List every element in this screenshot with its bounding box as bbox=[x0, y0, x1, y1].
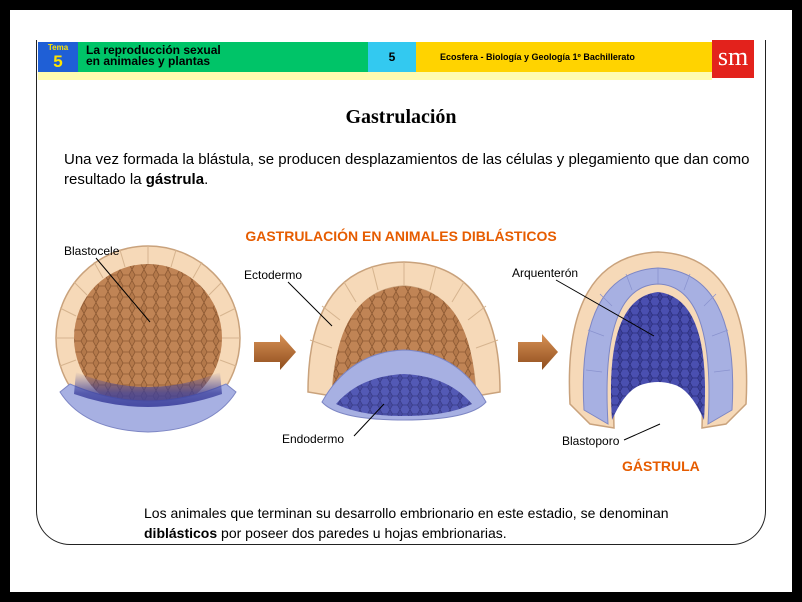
outro-bold-term: diblásticos bbox=[144, 525, 218, 541]
unit-title-line2: en animales y plantas bbox=[86, 54, 211, 68]
section-subtitle: GASTRULACIÓN EN ANIMALES DIBLÁSTICOS bbox=[245, 228, 557, 244]
page-title: Gastrulación bbox=[345, 106, 457, 128]
label-blastocele: Blastocele bbox=[64, 244, 120, 258]
blastula-figure bbox=[56, 246, 240, 432]
arrow-1-icon bbox=[254, 334, 296, 370]
book-title: Ecosfera - Biología y Geología 1º Bachillerato bbox=[416, 42, 712, 72]
outro-text-end: por poseer dos paredes u hojas embrionarias. bbox=[217, 525, 507, 541]
page-number: 5 bbox=[368, 42, 416, 72]
early-gastrula-figure bbox=[308, 262, 500, 420]
gastrula-figure bbox=[569, 252, 746, 432]
tema-number: 5 bbox=[53, 52, 63, 71]
intro-text: Una vez formada la blástula, se producen desplazamientos de las células y plegamiento que dan como resultado la bbox=[64, 151, 750, 188]
label-arquenteron: Arquenterón bbox=[512, 266, 579, 280]
intro-text-end: . bbox=[204, 171, 209, 188]
label-ectodermo: Ectodermo bbox=[244, 268, 303, 282]
outro-paragraph bbox=[144, 503, 704, 543]
label-endodermo: Endodermo bbox=[282, 432, 345, 446]
intro-bold-term: gástrula bbox=[145, 171, 205, 188]
label-gastrula: GÁSTRULA bbox=[622, 458, 700, 474]
arrow-2-icon bbox=[518, 334, 558, 370]
publisher-logo: sm bbox=[712, 40, 754, 78]
unit-title-line1: La reproducción sexual bbox=[86, 43, 221, 57]
label-blastoporo: Blastoporo bbox=[562, 434, 620, 448]
tema-label: Tema bbox=[47, 43, 69, 52]
outro-text: Los animales que terminan su desarrollo embrionario en este estadio, se denominan bbox=[144, 505, 669, 521]
